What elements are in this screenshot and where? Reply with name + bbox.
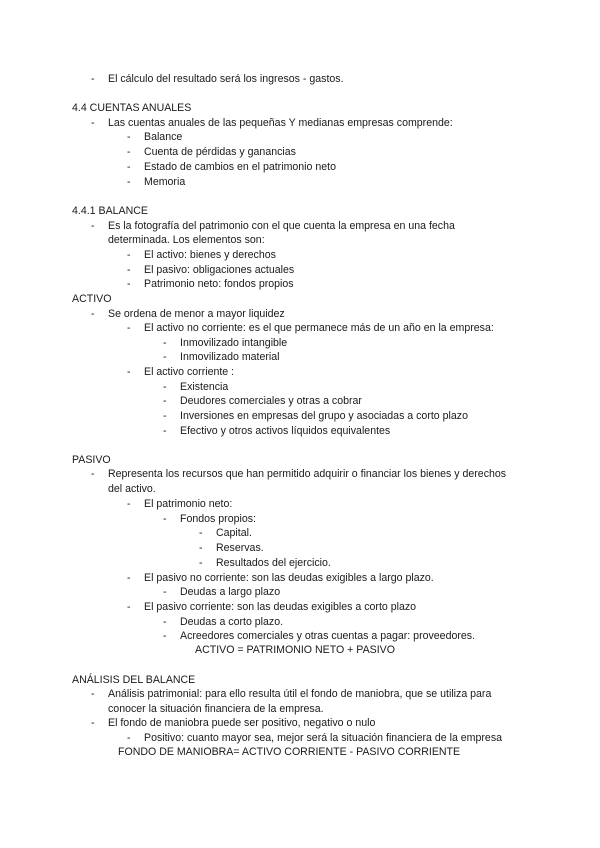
pasivo-item-line1: Representa los recursos que han permitido adquirir o financiar los bienes y derechos: [108, 468, 507, 480]
pasivo-no-corriente-item: Deudas a largo plazo: [180, 586, 281, 598]
cuentas-item: Las cuentas anuales de las pequeñas Y medianas empresas comprende:: [108, 117, 453, 129]
bullet-dash: -: [199, 542, 203, 554]
pasivo-fondos-item: Reservas.: [216, 542, 264, 554]
pasivo-corriente: El pasivo corriente: son las deudas exigibles a corto plazo: [144, 601, 417, 613]
bullet-dash: -: [163, 630, 167, 642]
analisis-sub: Positivo: cuanto mayor sea, mejor será la situación financiera de la empresa: [144, 732, 503, 744]
bullet-dash: -: [127, 146, 131, 158]
bullet-dash: -: [91, 717, 95, 729]
activo-no-corriente-item: Inmovilizado material: [180, 351, 280, 363]
pasivo-fondos: Fondos propios:: [180, 513, 256, 525]
activo-no-corriente: El activo no corriente: es el que permanece más de un año en la empresa:: [144, 322, 494, 334]
bullet-dash: -: [127, 322, 131, 334]
bullet-dash: -: [163, 351, 167, 363]
analisis-heading: ANÁLISIS DEL BALANCE: [72, 674, 196, 686]
bullet-dash: -: [163, 337, 167, 349]
bullet-dash: -: [127, 601, 131, 613]
bullet-dash: -: [163, 425, 167, 437]
pasivo-fondos-item: Capital.: [216, 527, 252, 539]
bullet-dash: -: [91, 117, 95, 129]
analisis-item1-line1: Análisis patrimonial: para ello resulta útil el fondo de maniobra, que se utiliza para: [108, 688, 492, 700]
bullet-dash: -: [91, 73, 95, 85]
bullet-dash: -: [127, 249, 131, 261]
activo-item: Se ordena de menor a mayor liquidez: [108, 308, 285, 320]
bullet-dash: -: [91, 220, 95, 232]
cuentas-heading: 4.4 CUENTAS ANUALES: [72, 102, 192, 114]
activo-heading: ACTIVO: [72, 293, 112, 305]
bullet-dash: -: [127, 366, 131, 378]
bullet-dash: -: [127, 732, 131, 744]
bullet-dash: -: [127, 131, 131, 143]
bullet-dash: -: [127, 264, 131, 276]
activo-corriente-item: Existencia: [180, 381, 229, 393]
pasivo-patrimonio: El patrimonio neto:: [144, 498, 233, 510]
balance-sub-item: El pasivo: obligaciones actuales: [144, 264, 295, 276]
balance-item-line2: determinada. Los elementos son:: [108, 234, 265, 246]
activo-corriente: El activo corriente :: [144, 366, 235, 378]
balance-heading: 4.4.1 BALANCE: [72, 205, 148, 217]
cuentas-sub-item: Memoria: [144, 176, 186, 188]
bullet-dash: -: [199, 557, 203, 569]
activo-corriente-item: Inversiones en empresas del grupo y asociadas a corto plazo: [180, 410, 468, 422]
bullet-dash: -: [163, 395, 167, 407]
bullet-dash: -: [199, 527, 203, 539]
activo-corriente-item: Deudores comerciales y otras a cobrar: [180, 395, 362, 407]
analisis-item1-line2: conocer la situación financiera de la empresa.: [108, 703, 324, 715]
bullet-dash: -: [163, 616, 167, 628]
balance-sub-item: Patrimonio neto: fondos propios: [144, 278, 294, 290]
pasivo-corriente-item: Deudas a corto plazo.: [180, 616, 284, 628]
bullet-dash: -: [91, 468, 95, 480]
analisis-item2: El fondo de maniobra puede ser positivo, negativo o nulo: [108, 717, 376, 729]
bullet-dash: -: [127, 176, 131, 188]
bullet-dash: -: [163, 381, 167, 393]
balance-formula: ACTIVO = PATRIMONIO NETO + PASIVO: [195, 644, 395, 656]
bullet-dash: -: [91, 308, 95, 320]
activo-no-corriente-item: Inmovilizado intangible: [180, 337, 288, 349]
cuentas-sub-item: Cuenta de pérdidas y ganancias: [144, 146, 296, 158]
pasivo-no-corriente: El pasivo no corriente: son las deudas exigibles a largo plazo.: [144, 572, 434, 584]
pasivo-heading: PASIVO: [72, 454, 111, 466]
pasivo-corriente-item: Acreedores comerciales y otras cuentas a pagar: proveedores.: [180, 630, 476, 642]
cuentas-sub-item: Estado de cambios en el patrimonio neto: [144, 161, 336, 173]
activo-corriente-item: Efectivo y otros activos líquidos equivalentes: [180, 425, 391, 437]
bullet-dash: -: [127, 161, 131, 173]
bullet-dash: -: [127, 572, 131, 584]
intro-item: El cálculo del resultado será los ingresos - gastos.: [108, 73, 344, 85]
bullet-dash: -: [127, 498, 131, 510]
balance-sub-item: El activo: bienes y derechos: [144, 249, 276, 261]
pasivo-item-line2: del activo.: [108, 483, 156, 495]
fondo-maniobra-formula: FONDO DE MANIOBRA= ACTIVO CORRIENTE - PASIVO CORRIENTE: [118, 746, 461, 758]
bullet-dash: -: [163, 513, 167, 525]
bullet-dash: -: [91, 688, 95, 700]
bullet-dash: -: [163, 586, 167, 598]
balance-item-line1: Es la fotografía del patrimonio con el que cuenta la empresa en una fecha: [108, 220, 455, 232]
pasivo-fondos-item: Resultados del ejercicio.: [216, 557, 331, 569]
bullet-dash: -: [163, 410, 167, 422]
cuentas-sub-item: Balance: [144, 131, 183, 143]
bullet-dash: -: [127, 278, 131, 290]
